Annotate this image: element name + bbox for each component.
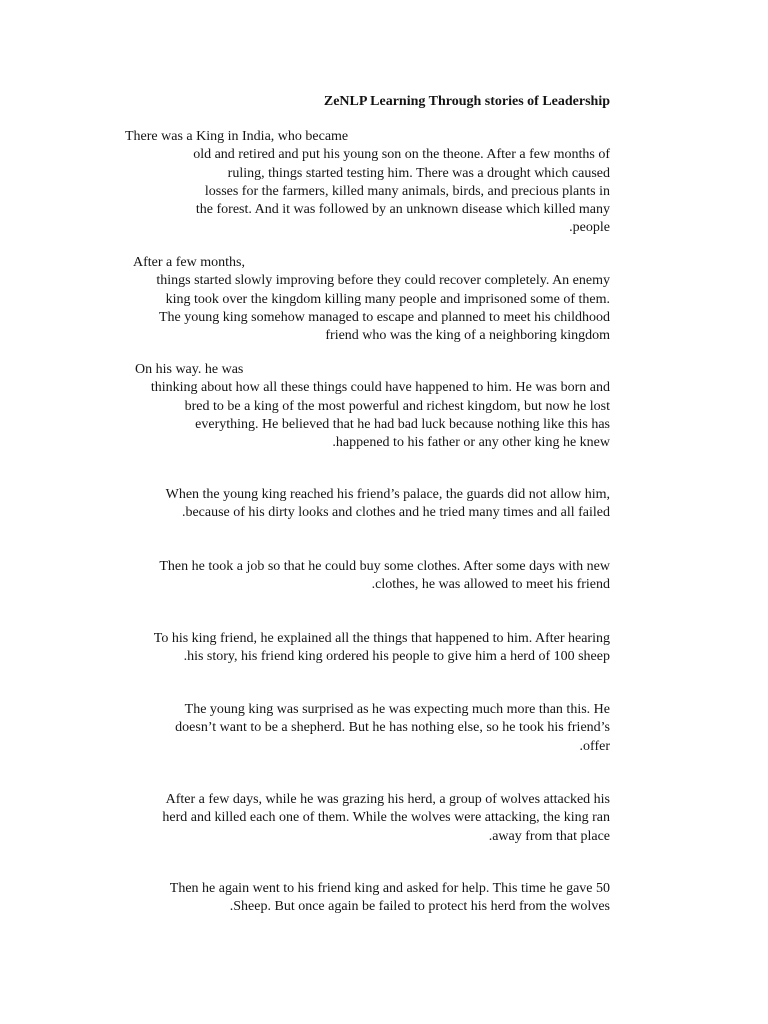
paragraph-line: .people — [569, 220, 610, 236]
paragraph — [105, 128, 610, 238]
paragraph-line: .Sheep. But once again be failed to protect his herd from the wolves — [229, 899, 610, 915]
paragraph-line: Then he took a job so that he could buy some clothes. After some days with new — [159, 559, 610, 574]
paragraph-line: When the young king reached his friend’s palace, the guards did not allow him, — [165, 487, 610, 502]
paragraph — [105, 558, 610, 595]
paragraph-line: bred to be a king of the most powerful and richest kingdom, but now he lost — [184, 398, 610, 414]
paragraph-line: .his story, his friend king ordered his people to give him a herd of 100 sheep — [183, 649, 610, 665]
paragraph-line: .happened to his father or any other king he knew — [332, 435, 610, 451]
paragraph-line: old and retired and put his young son on the theone. After a few months of — [193, 147, 610, 163]
paragraph-line: Then he again went to his friend king and asked for help. This time he gave 50 — [169, 881, 610, 896]
paragraph-line: thinking about how all these things could have happened to him. He was born and — [150, 380, 610, 396]
paragraph-line: .clothes, he was allowed to meet his friend — [371, 577, 610, 593]
paragraph-line: After a few days, while he was grazing his herd, a group of wolves attacked his — [165, 792, 610, 807]
paragraph-line: the forest. And it was followed by an unknown disease which killed many — [195, 202, 610, 218]
paragraph-line: everything. He believed that he had bad luck because nothing like this has — [195, 416, 610, 432]
paragraph-line: .because of his dirty looks and clothes and he tried many times and all failed — [181, 505, 610, 521]
paragraph-line: .offer — [579, 738, 610, 754]
paragraph-line: The young king was surprised as he was expecting much more than this. He — [184, 702, 610, 717]
document-title: ZeNLP Learning Through stories of Leadership — [323, 94, 610, 109]
paragraph-line: After a few months, — [133, 255, 245, 270]
paragraph — [105, 880, 610, 917]
paragraph-line: On his way. he was — [135, 362, 244, 377]
paragraph — [105, 701, 610, 756]
paragraph-line: The young king somehow managed to escape and planned to meet his childhood — [158, 309, 610, 325]
paragraph-line: There was a King in India, who became — [125, 129, 349, 144]
paragraph-line: losses for the farmers, killed many animals, birds, and precious plants in — [204, 183, 610, 199]
paragraph-line: doesn’t want to be a shepherd. But he has nothing else, so he took his friend’s — [175, 720, 610, 736]
paragraph — [105, 791, 610, 846]
paragraph — [105, 254, 610, 345]
paragraph — [105, 486, 610, 523]
paragraph-line: things started slowly improving before they could recover completely. An enemy — [156, 273, 610, 289]
paragraph-line: friend who was the king of a neighboring kingdom — [325, 328, 610, 344]
paragraph-line: king took over the kingdom killing many people and imprisoned some of them. — [165, 291, 610, 307]
paragraph-line: To his king friend, he explained all the things that happened to him. After hearing — [153, 631, 610, 646]
paragraph-line: ruling, things started testing him. There was a drought which caused — [227, 165, 610, 181]
paragraph-line: .away from that place — [488, 828, 610, 844]
paragraph — [105, 361, 610, 452]
paragraph-line: herd and killed each one of them. While the wolves were attacking, the king ran — [162, 810, 610, 826]
paragraph — [105, 630, 610, 667]
